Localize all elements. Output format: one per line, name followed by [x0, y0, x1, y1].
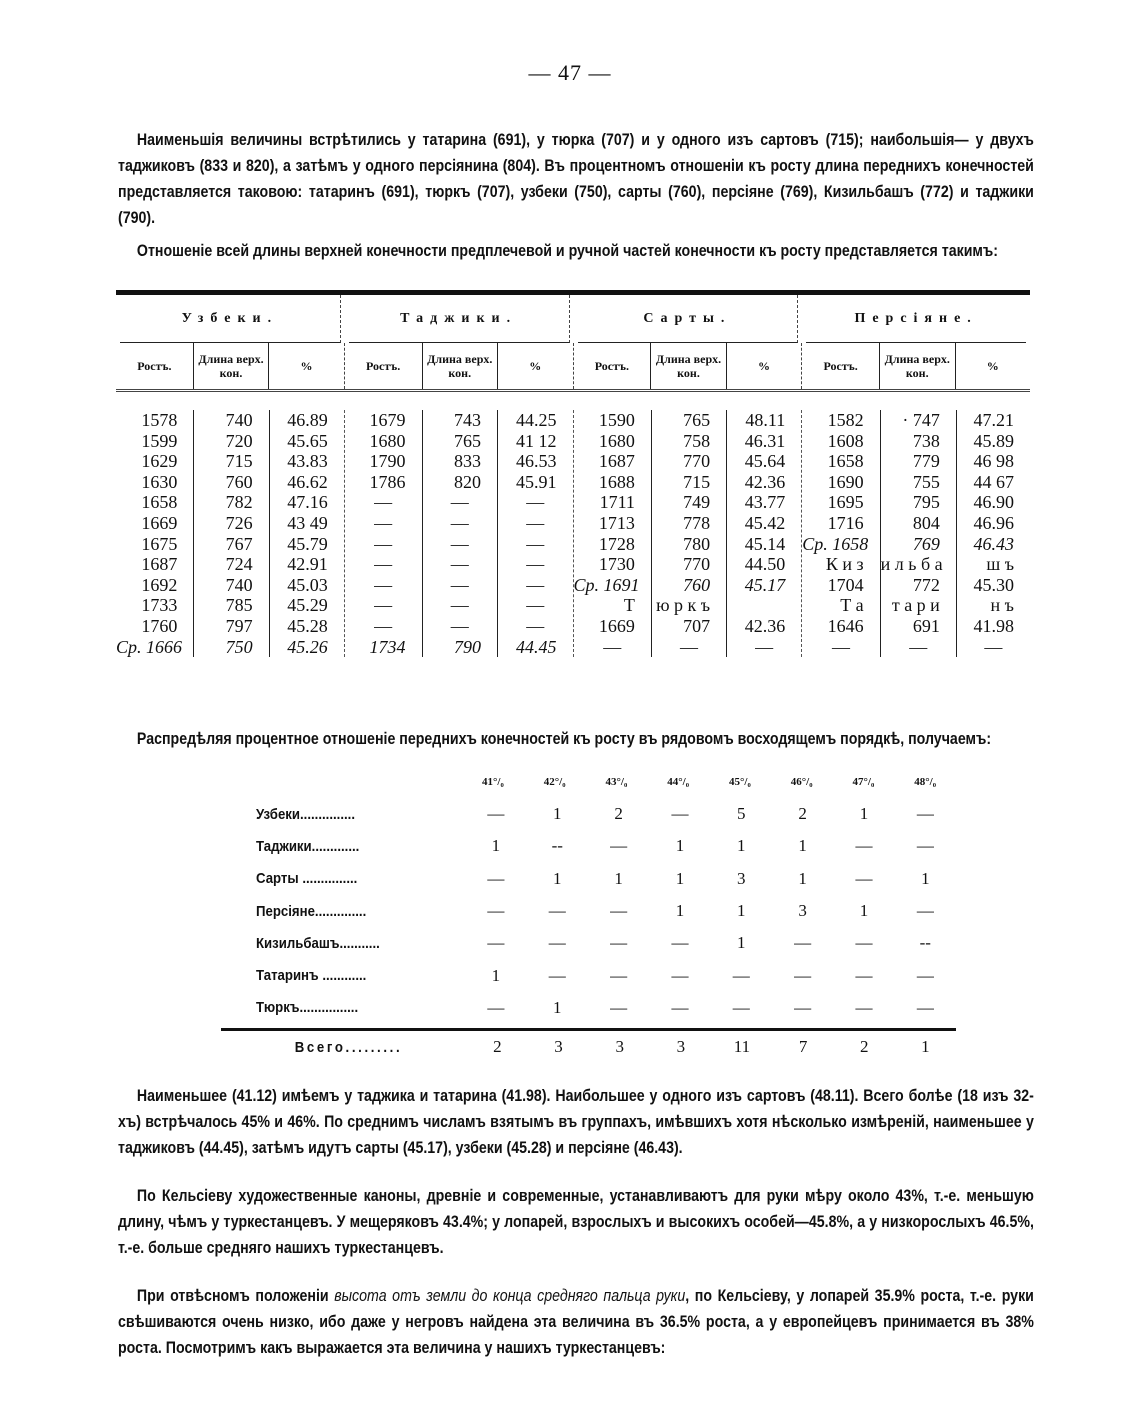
- table-column-height: [345, 410, 423, 657]
- paragraph-kelsiev-canons: [118, 1183, 1034, 1261]
- table-column-height: [116, 410, 194, 657]
- subheader-pct: %: [758, 359, 770, 373]
- table-cell: —: [680, 636, 698, 657]
- table-cell: 724: [225, 554, 253, 575]
- table-column-length: [652, 410, 727, 657]
- table-column-height: [802, 410, 880, 657]
- distribution-cell: —: [610, 997, 628, 1017]
- distribution-cell: —: [855, 933, 873, 953]
- distribution-cell: —: [487, 868, 505, 888]
- table-cell: —: [831, 636, 850, 657]
- table-cell: 44 67: [973, 471, 1014, 492]
- table-cell: 758: [683, 430, 711, 451]
- table-cell: —: [374, 595, 393, 616]
- distribution-total-cell: 2: [493, 1037, 502, 1057]
- table-body: [116, 392, 1030, 657]
- table-cell: 45.79: [287, 533, 328, 554]
- distribution-total-row: [256, 1031, 956, 1063]
- table-cell: 45.65: [287, 430, 328, 451]
- table-cell: —: [450, 492, 469, 513]
- distribution-cell: --: [551, 836, 563, 856]
- table-cell: 1675: [141, 533, 178, 554]
- table-cell: 1733: [141, 595, 178, 616]
- table-column-length: [194, 410, 269, 657]
- distribution-cell: 1: [491, 836, 501, 856]
- table-cell: 1658: [827, 451, 864, 472]
- distribution-cell: 1: [675, 868, 685, 888]
- distribution-cell: —: [671, 965, 689, 985]
- distribution-cell: 2: [614, 804, 623, 824]
- table-column-pct: [957, 410, 1030, 657]
- table-cell: 760: [683, 574, 711, 595]
- table-cell: 779: [912, 451, 940, 472]
- distribution-total-cell: 1: [921, 1037, 930, 1057]
- table-cell: 46.62: [287, 471, 328, 492]
- distribution-cell: 1: [675, 836, 685, 856]
- distribution-row-label: Татаринъ ............: [256, 967, 367, 985]
- table-cell: 1786: [369, 471, 406, 492]
- distribution-cell: 2: [798, 804, 807, 824]
- table-cell: —: [450, 574, 469, 595]
- distribution-cell: —: [548, 901, 566, 921]
- table-cell: 1695: [827, 492, 864, 513]
- table-cell: 1704: [827, 574, 864, 595]
- table-cell: 43.77: [744, 492, 786, 513]
- table-cell: 1728: [598, 533, 635, 554]
- table-cell: Ср. 1691: [573, 574, 640, 595]
- table-cell: —: [374, 615, 393, 636]
- table-cell: 707: [683, 615, 711, 636]
- subheader-height: Ростъ.: [574, 343, 652, 389]
- table-cell: 47.16: [287, 492, 328, 513]
- table-cell: 43 49: [287, 512, 328, 533]
- subheader-group: [574, 343, 803, 389]
- table-cell: —: [450, 554, 469, 575]
- table-cell: 1688: [598, 471, 635, 492]
- subheader-pct: %: [986, 359, 999, 373]
- table-cell: —: [526, 574, 545, 595]
- distribution-cell: —: [671, 933, 689, 953]
- distribution-cell: 1: [737, 836, 746, 856]
- table-cell: 726: [225, 512, 253, 533]
- table-cell: —: [450, 512, 469, 533]
- table-cell: 45.30: [973, 574, 1014, 595]
- distribution-column-header: 45°/₀: [728, 776, 751, 788]
- subheader-height: Ростъ.: [802, 343, 880, 389]
- paragraph-italic-term: высота отъ земли до конца средняго пальца руки: [334, 1287, 686, 1305]
- table-cell: 48.11: [745, 410, 786, 430]
- distribution-cell: 1: [675, 901, 685, 921]
- table-cell: —: [526, 554, 545, 575]
- distribution-column-header: 48°/₀: [914, 776, 936, 788]
- paragraph-text: По Кельсіеву художественные каноны, древніе и современные, устанавливаютъ для руки мѣру около 43%, т.-е. меньшую длину, чѣмъ у туркестанцевъ. У мещеряковъ 43.4%; у лопарей, взрослыхъ и высокихъ особей—45.8%, а у низкорослыхъ 46.5%, т.-е. больше средняго нашихъ туркестанцевъ.: [118, 1187, 1034, 1257]
- distribution-cell: —: [916, 965, 934, 985]
- table-group-tadzhiki: [345, 410, 574, 657]
- table-cell: 1578: [141, 410, 178, 430]
- subheader-pct: %: [529, 359, 542, 373]
- table-cell: 1608: [827, 430, 864, 451]
- distribution-row: [256, 830, 956, 862]
- table-column-pct: [270, 410, 344, 657]
- table-cell: Ср. 1658: [802, 533, 869, 554]
- table-cell: 45.14: [744, 533, 786, 554]
- subheader-length: Длина верх. кон.: [651, 343, 727, 389]
- table-cell: 47.21: [973, 410, 1014, 430]
- table-cell: 1713: [598, 512, 635, 533]
- group-header-sarty: Сарты.: [578, 295, 799, 343]
- table-cell: 691: [912, 615, 940, 636]
- table-cell: —: [450, 533, 469, 554]
- distribution-cell: 1: [859, 901, 869, 921]
- table-cell: 1582: [827, 410, 864, 430]
- table-cell: —: [526, 492, 545, 513]
- table-cell: —: [450, 595, 469, 616]
- table-cell: —: [526, 615, 545, 636]
- table-cell: 1599: [141, 430, 178, 451]
- distribution-row-label: Персіяне..............: [256, 902, 367, 920]
- distribution-cell: 1: [737, 933, 746, 953]
- table-cell: —: [374, 574, 393, 595]
- distribution-table: [256, 776, 956, 1063]
- table-cell: К и з: [825, 554, 864, 575]
- table-cell: 46.89: [287, 410, 328, 430]
- distribution-cell: —: [487, 804, 505, 824]
- table-column-pct: [498, 410, 573, 657]
- table-cell: 45.03: [287, 574, 328, 595]
- distribution-cell: —: [610, 933, 628, 953]
- subheader-group: [802, 343, 1030, 389]
- distribution-cell: —: [610, 901, 628, 921]
- distribution-cell: 3: [798, 901, 807, 921]
- table-cell: 41 12: [516, 430, 557, 451]
- table-cell: Т а: [840, 595, 864, 616]
- distribution-total-cell: 3: [554, 1037, 563, 1057]
- distribution-total-cell: 2: [860, 1037, 869, 1057]
- table-cell: 769: [912, 533, 940, 554]
- subheader-group: [345, 343, 574, 389]
- table-cell: 797: [225, 615, 253, 636]
- table-cell: 1646: [827, 615, 864, 636]
- limb-ratio-table: [116, 290, 1030, 657]
- table-cell: 785: [225, 595, 253, 616]
- distribution-cell: —: [487, 901, 505, 921]
- distribution-column-header: 47°/₀: [852, 776, 875, 788]
- distribution-cell: 1: [491, 965, 501, 985]
- table-cell: 1692: [141, 574, 178, 595]
- table-cell: 42.36: [744, 615, 786, 636]
- subheader-length: Длина верх. кон.: [880, 343, 956, 389]
- distribution-row: [256, 927, 956, 959]
- table-cell: 760: [225, 471, 253, 492]
- paragraph-text: Наименьшія величины встрѣтились у татарина (691), у тюрка (707) и у одного изъ сартовъ (715); наибольшія— у двухъ таджиковъ (833 и 820), а затѣмъ у одного персіянина (804). Въ процентномъ отношеніи къ росту длина переднихъ конечностей представляется таковою: татаринъ (691), тюркъ (707), узбеки (750), сарты (760), персіяне (769), Кизильбашъ (772) и таджики (790).: [118, 131, 1034, 227]
- table-cell: 1630: [141, 471, 178, 492]
- distribution-cell: 1: [614, 868, 623, 888]
- table-cell: 1690: [827, 471, 864, 492]
- table-cell: 715: [225, 451, 253, 472]
- distribution-column-header: 43°/₀: [605, 776, 628, 788]
- table-cell: —: [526, 595, 545, 616]
- table-cell: —: [984, 636, 1003, 657]
- table-column-pct: [727, 410, 801, 657]
- table-cell: 720: [225, 430, 253, 451]
- distribution-header: [462, 776, 956, 798]
- distribution-cell: 1: [859, 804, 869, 824]
- table-cell: 45.91: [516, 471, 557, 492]
- distribution-cell: —: [855, 965, 873, 985]
- table-cell: 770: [683, 451, 711, 472]
- distribution-total-cell: 7: [798, 1037, 808, 1057]
- table-cell: 770: [683, 554, 711, 575]
- table-cell: 45.29: [287, 595, 328, 616]
- table-cell: 1716: [827, 512, 864, 533]
- table-cell: 1590: [598, 410, 635, 430]
- distribution-row-label: Таджики.............: [256, 837, 360, 855]
- table-cell: 749: [683, 492, 711, 513]
- distribution-row-label: Узбеки...............: [256, 805, 356, 823]
- table-cell: 44.25: [516, 410, 557, 430]
- distribution-cell: —: [610, 836, 628, 856]
- group-header-tadzhiki: Таджики.: [349, 295, 570, 343]
- distribution-rows: [256, 798, 956, 1024]
- distribution-row-label: Кизильбашъ...........: [256, 934, 380, 952]
- subheader-height: Ростъ.: [116, 343, 194, 389]
- distribution-cell: —: [732, 997, 750, 1017]
- table-cell: 1658: [141, 492, 178, 513]
- table-cell: 778: [683, 512, 711, 533]
- table-cell: —: [450, 615, 469, 636]
- table-cell: —: [374, 554, 393, 575]
- group-header-uzbeki: Узбеки.: [120, 295, 341, 343]
- paragraph-table-intro: [118, 238, 1034, 264]
- subheader-length: Длина верх. кон.: [194, 343, 270, 389]
- distribution-cell: —: [794, 965, 812, 985]
- table-cell: 1734: [369, 636, 406, 657]
- table-cell: 45.17: [744, 574, 786, 595]
- table-cell: 772: [912, 574, 940, 595]
- page-number: — 47 —: [528, 60, 612, 85]
- distribution-row-label: Сарты ...............: [256, 870, 358, 888]
- distribution-cell: 3: [737, 868, 746, 888]
- table-group-sarty: [574, 410, 803, 657]
- table-cell: 46.53: [516, 451, 557, 472]
- table-cell: 767: [225, 533, 253, 554]
- distribution-cell: —: [487, 997, 505, 1017]
- table-cell: 44.45: [516, 636, 557, 657]
- distribution-column-header: 44°/₀: [667, 776, 689, 788]
- table-cell: ш ъ: [986, 554, 1014, 575]
- table-cell: 46.31: [744, 430, 786, 451]
- table-column-height: [574, 410, 652, 657]
- table-cell: 43.83: [287, 451, 328, 472]
- distribution-cell: —: [794, 933, 812, 953]
- distribution-cell: —: [916, 804, 934, 824]
- table-cell: —: [603, 636, 622, 657]
- distribution-cell: —: [548, 933, 566, 953]
- table-cell: 42.91: [287, 554, 328, 575]
- table-cell: и л ь б а: [880, 554, 943, 575]
- distribution-row: [256, 798, 956, 830]
- table-cell: 743: [454, 410, 481, 430]
- distribution-cell: —: [671, 804, 689, 824]
- distribution-total-cell: 3: [615, 1037, 624, 1057]
- paragraph-smallest-values: [118, 127, 1034, 231]
- table-cell: 45.28: [287, 615, 328, 636]
- subheader-height: Ростъ.: [345, 343, 423, 389]
- table-cell: 45.89: [973, 430, 1014, 451]
- distribution-cell: 1: [737, 901, 746, 921]
- distribution-column-header: 42°/₀: [543, 776, 566, 788]
- table-cell: 1680: [598, 430, 635, 451]
- distribution-cell: —: [548, 965, 566, 985]
- table-cell: 790: [454, 636, 481, 657]
- table-cell: 765: [454, 430, 481, 451]
- distribution-cell: 1: [798, 836, 807, 856]
- paragraph-text: Распредѣляя процентное отношеніе переднихъ конечностей къ росту въ рядовомъ восходящемъ порядкѣ, получаемъ:: [136, 730, 992, 748]
- distribution-cell: —: [916, 901, 934, 921]
- table-cell: н ъ: [990, 595, 1014, 616]
- table-cell: 1687: [598, 451, 635, 472]
- distribution-row-label: Тюркъ................: [256, 999, 359, 1017]
- distribution-cell: —: [855, 836, 873, 856]
- distribution-column-header: 46°/₀: [790, 776, 813, 788]
- table-column-length: [423, 410, 499, 657]
- distribution-row: [256, 992, 956, 1024]
- table-cell: Ср. 1666: [116, 636, 183, 657]
- table-cell: 45.26: [287, 636, 328, 657]
- table-cell: 45.64: [744, 451, 786, 472]
- distribution-cell: —: [855, 868, 873, 888]
- distribution-cell: 1: [921, 868, 930, 888]
- table-cell: т а р и: [891, 595, 940, 616]
- distribution-cell: —: [855, 997, 873, 1017]
- table-cell: 755: [912, 471, 940, 492]
- table-cell: 1711: [599, 492, 635, 513]
- table-cell: 820: [454, 471, 481, 492]
- paragraph-text: Отношеніе всей длины верхней конечности предплечевой и ручной частей конечности къ росту представляется такимъ:: [136, 242, 998, 260]
- table-cell: 780: [683, 533, 711, 554]
- table-cell: 1679: [369, 410, 406, 430]
- paragraph-text: Наименьшее (41.12) имѣемъ у таджика и татарина (41.98). Наибольшее у одного изъ сартовъ (48.11). Всего болѣе (18 изъ 32-хъ) встрѣчалось 45% и 46%. По среднимъ числамъ взятымъ въ группахъ, имѣвшихъ хотя нѣсколько измѣреній, наименьшее у таджиковъ (44.45), затѣмъ идутъ сарты (45.17), узбеки (45.28) и персіяне (46.43).: [118, 1087, 1034, 1157]
- table-cell: —: [374, 533, 393, 554]
- table-cell: · 747: [902, 410, 940, 430]
- paragraph-text: , по Кельсіеву, у лопарей 35.9% роста, т.-е. руки свѣшиваются очень низко, ибо даже у негровъ найдена эта величина въ 36.5% роста, а у европейцевъ принимается въ 38% роста. Посмотримъ какъ выражается эта величина у нашихъ туркестанцевъ:: [118, 1287, 1034, 1357]
- table-cell: 1790: [369, 451, 406, 472]
- table-cell: 1760: [141, 615, 178, 636]
- distribution-row: [256, 895, 956, 927]
- distribution-cell: 1: [553, 804, 562, 824]
- table-cell: 46.96: [973, 512, 1014, 533]
- table-cell: 46.43: [973, 533, 1014, 554]
- table-cell: 46 98: [973, 451, 1014, 472]
- paragraph-extremes: [118, 1083, 1034, 1161]
- distribution-cell: 5: [737, 804, 746, 824]
- group-header-persiyane: Персіяне.: [806, 295, 1026, 343]
- table-cell: —: [374, 512, 393, 533]
- table-cell: 1680: [369, 430, 406, 451]
- table-cell: 782: [225, 492, 253, 513]
- table-cell: —: [526, 512, 545, 533]
- table-cell: 41.98: [973, 615, 1014, 636]
- table-cell: 795: [912, 492, 940, 513]
- table-cell: Т: [623, 595, 635, 616]
- distribution-cell: —: [487, 933, 505, 953]
- table-group-header-row: [116, 295, 1030, 343]
- distribution-row: [256, 863, 956, 895]
- subheader-length: Длина верх. кон.: [423, 343, 499, 389]
- paragraph-text: При отвѣсномъ положеніи: [136, 1287, 335, 1305]
- paragraph-distribution-intro: [118, 726, 1034, 752]
- table-subheader-row: [116, 343, 1030, 392]
- table-cell: 765: [683, 410, 711, 430]
- distribution-cell: —: [732, 965, 750, 985]
- table-cell: —: [755, 636, 774, 657]
- paragraph-hanging-height: [118, 1283, 1034, 1361]
- table-cell: 738: [912, 430, 940, 451]
- table-cell: 1669: [141, 512, 178, 533]
- table-cell: 750: [225, 636, 253, 657]
- distribution-total-label: Всего.........: [294, 1038, 403, 1056]
- table-cell: 715: [683, 471, 711, 492]
- table-cell: 1687: [141, 554, 178, 575]
- table-column-length: [881, 410, 957, 657]
- table-cell: 1629: [141, 451, 178, 472]
- table-cell: 1730: [598, 554, 635, 575]
- table-group-uzbeki: [116, 410, 345, 657]
- table-cell: 740: [225, 410, 253, 430]
- table-cell: 804: [912, 512, 940, 533]
- table-cell: 45.42: [744, 512, 786, 533]
- table-cell: —: [909, 636, 928, 657]
- distribution-cell: 1: [553, 868, 562, 888]
- table-cell: —: [374, 492, 393, 513]
- table-cell: 44.50: [744, 554, 786, 575]
- distribution-cell: 1: [553, 997, 562, 1017]
- table-cell: 1669: [598, 615, 635, 636]
- distribution-column-header: 41°/₀: [481, 776, 504, 788]
- table-cell: 833: [454, 451, 481, 472]
- distribution-cell: --: [919, 933, 931, 953]
- distribution-cell: —: [916, 997, 934, 1017]
- distribution-cell: —: [671, 997, 689, 1017]
- distribution-total-cell: 3: [676, 1037, 686, 1057]
- table-cell: 42.36: [744, 471, 786, 492]
- distribution-row: [256, 959, 956, 991]
- table-cell: [727, 595, 801, 616]
- subheader-group: [116, 343, 345, 389]
- distribution-cell: 1: [798, 868, 807, 888]
- table-cell: ю р к ъ: [656, 595, 711, 616]
- subheader-pct: %: [300, 359, 313, 373]
- table-cell: 46.90: [973, 492, 1014, 513]
- distribution-cell: —: [610, 965, 628, 985]
- distribution-cell: —: [916, 836, 934, 856]
- table-group-persiyane: [802, 410, 1030, 657]
- distribution-cell: —: [794, 997, 812, 1017]
- distribution-total-cell: 11: [733, 1037, 751, 1057]
- table-cell: 740: [225, 574, 253, 595]
- table-cell: —: [526, 533, 545, 554]
